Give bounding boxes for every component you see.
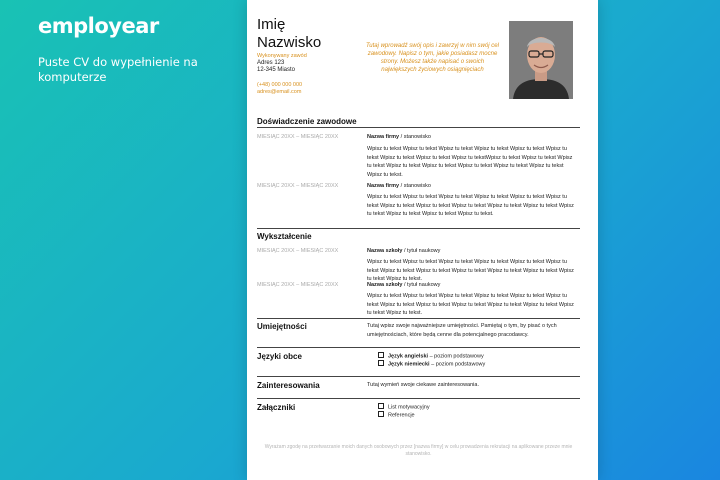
- section-title-interests: Zainteresowania: [257, 381, 320, 390]
- experience-date-1: MIESIĄC 20XX – MIESIĄC 20XX: [257, 134, 339, 140]
- checkbox-icon: [378, 403, 384, 409]
- attachment-item-2: Referencje: [378, 411, 415, 419]
- language-item-2: Język niemiecki – poziom podstawowy: [378, 360, 485, 368]
- job-title: Wykonywany zawód: [257, 53, 307, 59]
- education-description-1: Wpisz tu tekst Wpisz tu tekst Wpisz tu tekst Wpisz tu tekst Wpisz tu tekst Wpisz tu tekst Wpisz tu tekst Wpisz tu tekst Wpisz tu tekst Wpisz tu tekst Wpisz tu tekst Wpisz tu tekst Wpisz tu tekst.: [367, 259, 574, 282]
- section-title-skills: Umiejętności: [257, 322, 307, 331]
- employear-logo: employear: [38, 14, 159, 38]
- tagline: Puste CV do wypełnienie na komputerze: [38, 55, 198, 84]
- education-description-2: Wpisz tu tekst Wpisz tu tekst Wpisz tu tekst Wpisz tu tekst Wpisz tu tekst Wpisz tu tekst Wpisz tu tekst Wpisz tu tekst Wpisz tu tekst Wpisz tu tekst Wpisz tu tekst Wpisz tu tekst Wpisz tu tekst.: [367, 293, 574, 316]
- address-line-2: 12-345 Miasto: [257, 67, 296, 73]
- section-title-experience: Doświadczenie zawodowe: [257, 117, 357, 126]
- first-name: Imię: [257, 16, 286, 33]
- education-heading-1: Nazwa szkoły / tytuł naukowy: [367, 248, 441, 254]
- language-item-1: Język angielski – poziom podstawowy: [378, 352, 484, 360]
- education-date-1: MIESIĄC 20XX – MIESIĄC 20XX: [257, 248, 339, 254]
- skills-text: Tutaj wpisz swoje najważniejsze umiejętności. Pamiętaj o tym, by pisać o tych umiejętnościach, które będą cenne dla potencjalnego pracodawcy.: [367, 323, 557, 338]
- intro-text: Tutaj wprowadź swój opis i zawrzyj w nim swój cel zawodowy. Napisz o tym, jakie posiadasz mocne strony. Możesz także napisać o swoich największych życiowych osiągnięciach: [366, 43, 499, 73]
- profile-photo: [509, 21, 573, 99]
- section-title-attachments: Załączniki: [257, 403, 296, 412]
- consent-clause: Wyrażam zgodę na przetwarzanie moich danych osobowych przez [nazwa firmy] w celu prowadzenia rekrutacji na aplikowane przeze mnie stanowisko.: [264, 444, 573, 457]
- cv-document: [247, 0, 598, 480]
- education-date-2: MIESIĄC 20XX – MIESIĄC 20XX: [257, 282, 339, 288]
- divider: [257, 376, 580, 377]
- checkbox-icon: [378, 360, 384, 366]
- divider: [257, 318, 580, 319]
- experience-description-1: Wpisz tu tekst Wpisz tu tekst Wpisz tu tekst Wpisz tu tekst Wpisz tu tekst Wpisz tu tekst Wpisz tu tekst Wpisz tu tekst Wpisz tu tekstWpisz tu tekst Wpisz tu tekst Wpisz tu tekst Wpisz tu tekst Wpisz tu tekst Wpisz tu tekst Wpisz tu tekst Wpisz tu tekst Wpisz tu tekst.: [367, 146, 573, 178]
- attachment-item-1: List motywacyjny: [378, 403, 430, 411]
- checkbox-icon: [378, 411, 384, 417]
- divider: [257, 228, 580, 229]
- checkbox-icon: [378, 352, 384, 358]
- section-title-languages: Języki obce: [257, 352, 302, 361]
- divider: [257, 398, 580, 399]
- divider: [257, 127, 580, 128]
- experience-heading-1: Nazwa firmy / stanowisko: [367, 134, 431, 140]
- address-line-1: Adres 123: [257, 60, 285, 66]
- divider: [257, 347, 580, 348]
- experience-date-2: MIESIĄC 20XX – MIESIĄC 20XX: [257, 183, 339, 189]
- experience-description-2: Wpisz tu tekst Wpisz tu tekst Wpisz tu tekst Wpisz tu tekst Wpisz tu tekst Wpisz tu tekst Wpisz tu tekst Wpisz tu tekst Wpisz tu tekst Wpisz tu tekst Wpisz tu tekst Wpisz tu tekst Wpisz tu tekst Wpisz tu tekst Wpisz tu tekst.: [367, 194, 574, 217]
- education-heading-2: Nazwa szkoły / tytuł naukowy: [367, 282, 441, 288]
- person-portrait-icon: [509, 21, 573, 99]
- phone-number: (+48) 000 000 000: [257, 82, 303, 88]
- interests-text: Tutaj wymień swoje ciekawe zainteresowania.: [367, 382, 479, 388]
- email-address: adres@email.com: [257, 89, 302, 95]
- experience-heading-2: Nazwa firmy / stanowisko: [367, 183, 431, 189]
- last-name: Nazwisko: [257, 34, 322, 51]
- section-title-education: Wykształcenie: [257, 232, 312, 241]
